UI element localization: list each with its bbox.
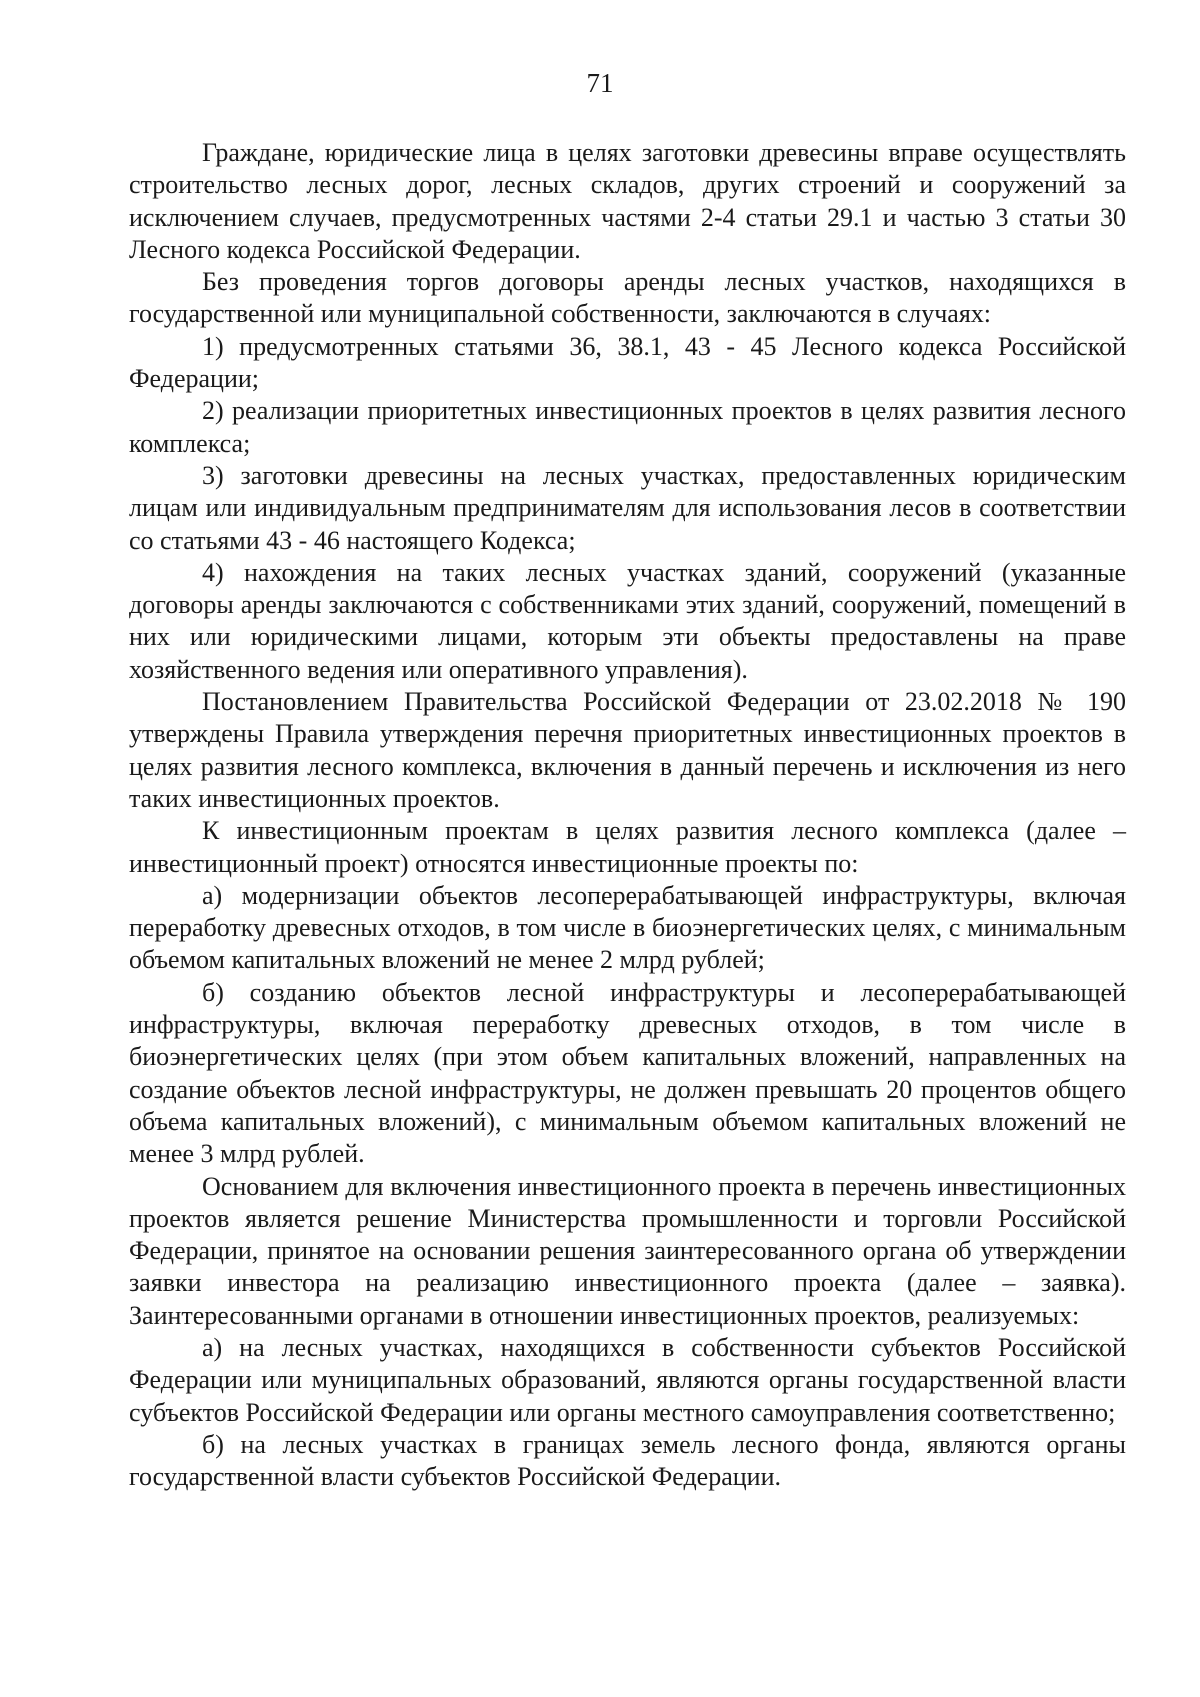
list-item-b-forest-fund: б) на лесных участках в границах земель лесного фонда, являются органы государственной власти субъектов Российской Федерации.: [129, 1429, 1126, 1492]
document-body: [129, 137, 1126, 1493]
list-item-1: 1) предусмотренных статьями 36, 38.1, 43 - 45 Лесного кодекса Российской Федерации;: [129, 331, 1126, 394]
paragraph-inclusion-basis: Основанием для включения инвестиционного проекта в перечень инвестиционных проектов является решение Министерства промышленности и торговли Российской Федерации, принятое на основании решения заинтересованного органа об утверждении заявки инвестора на реализацию инвестиционного проекта (далее – заявка). Заинтересованными органами в отношении инвестиционных проектов, реализуемых:: [129, 1171, 1126, 1330]
list-item-3: 3) заготовки древесины на лесных участках, предоставленных юридическим лицам или индивидуальным предпринимателям для использования лесов в соответствии со статьями 43 - 46 настоящего Кодекса;: [129, 460, 1126, 555]
list-item-b-creation: б) созданию объектов лесной инфраструктуры и лесоперерабатывающей инфраструктуры, включая переработку древесных отходов, в том числе в биоэнергетических целях (при этом объем капитальных вложений, направленных на создание объектов лесной инфраструктуры, не должен превышать 20 процентов общего объема капитальных вложений), с минимальным объемом капитальных вложений не менее 3 млрд рублей.: [129, 977, 1126, 1169]
paragraph-government-resolution: Постановлением Правительства Российской Федерации от 23.02.2018 № 190 утверждены Правила утверждения перечня приоритетных инвестиционных проектов в целях развития лесного комплекса, включения в данный перечень и исключения из него таких инвестиционных проектов.: [129, 687, 1126, 813]
list-item-4: 4) нахождения на таких лесных участках зданий, сооружений (указанные договоры аренды заключаются с собственниками этих зданий, сооружений, помещений в них или юридическими лицами, которым эти объекты предоставлены на праве хозяйственного ведения или оперативного управления).: [129, 557, 1126, 684]
paragraph-lease-without-tender: Без проведения торгов договоры аренды лесных участков, находящихся в государственной или муниципальной собственности, заключаются в случаях:: [129, 267, 1126, 329]
page-number: 71: [586, 68, 614, 98]
paragraph-investment-projects: К инвестиционным проектам в целях развития лесного комплекса (далее – инвестиционный проект) относятся инвестиционные проекты по:: [129, 816, 1126, 878]
list-item-a-subjects-property: а) на лесных участках, находящихся в собственности субъектов Российской Федерации или муниципальных образований, являются органы государственной власти субъектов Российской Федерации или органы местного самоуправления соответственно;: [129, 1332, 1126, 1427]
paragraph-citizens-construction: Граждане, юридические лица в целях заготовки древесины вправе осуществлять строительство лесных дорог, лесных складов, других строений и сооружений за исключением случаев, предусмотренных частями 2-4 статьи 29.1 и частью 3 статьи 30 Лесного кодекса Российской Федерации.: [129, 138, 1126, 264]
list-item-2: 2) реализации приоритетных инвестиционных проектов в целях развития лесного комплекса;: [129, 396, 1126, 458]
list-item-a-modernization: а) модернизации объектов лесоперерабатывающей инфраструктуры, включая переработку древесных отходов, в том числе в биоэнергетических целях, с минимальным объемом капитальных вложений не менее 2 млрд рублей;: [129, 880, 1126, 975]
